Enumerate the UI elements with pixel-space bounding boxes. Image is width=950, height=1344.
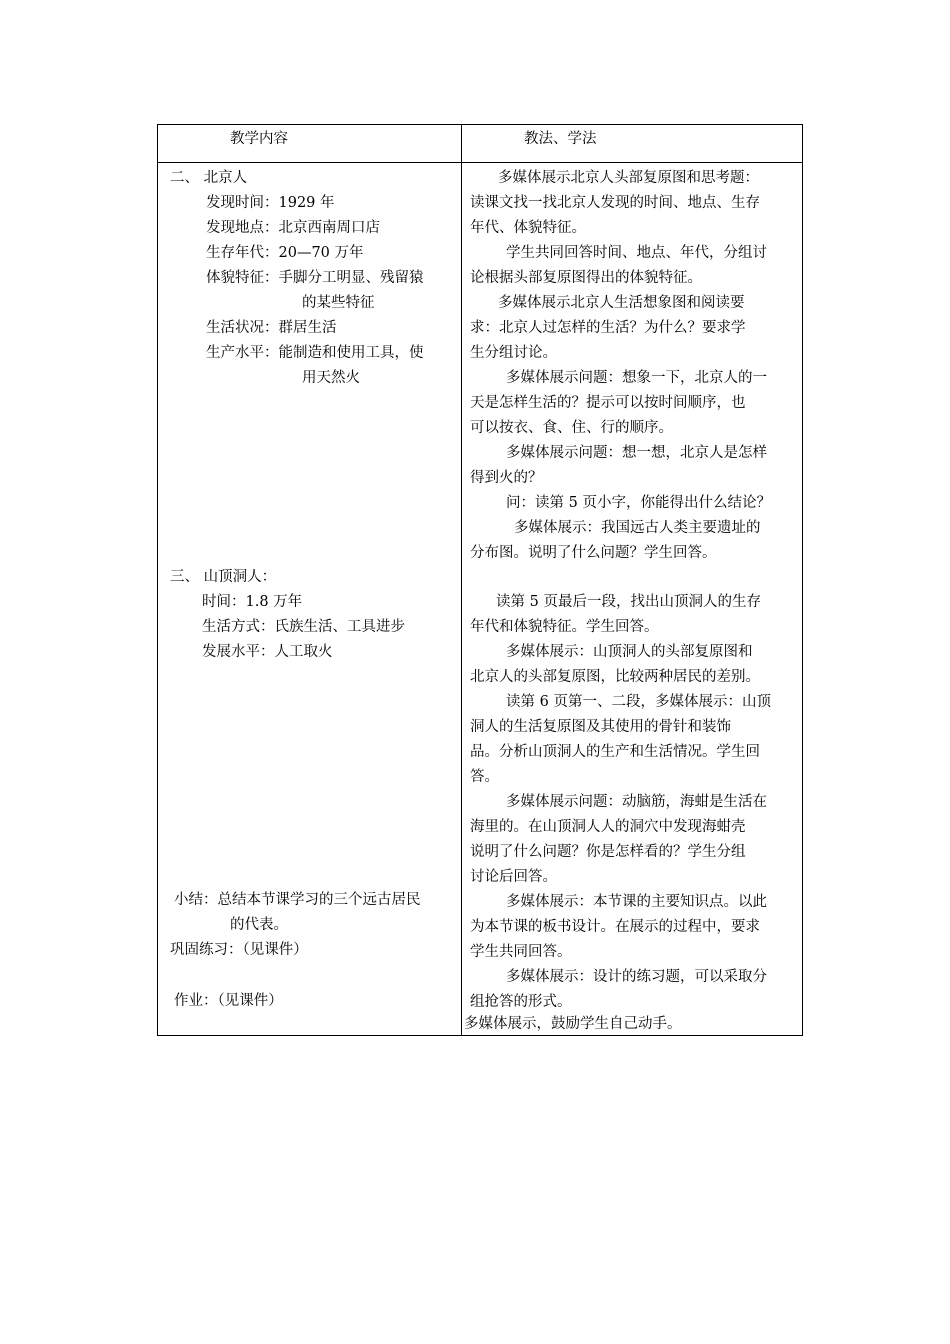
method-line: 年代和体貌特征。学生回答。 <box>470 619 659 635</box>
method-line: 多媒体展示：本节课的主要知识点。以此 <box>506 894 767 910</box>
content-line: 生活方式：氏族生活、工具进步 <box>202 619 405 635</box>
method-line: 求：北京人过怎样的生活？为什么？要求学 <box>470 320 746 336</box>
header-teaching-content: 教学内容 <box>230 131 288 147</box>
method-line: 天是怎样生活的？提示可以按时间顺序，也 <box>470 395 746 411</box>
method-line: 多媒体展示：山顶洞人的头部复原图和 <box>506 644 753 660</box>
content-line: 巩固练习：（见课件） <box>170 942 308 958</box>
method-line: 多媒体展示问题：想一想，北京人是怎样 <box>506 445 767 461</box>
method-line: 讨论后回答。 <box>470 869 557 885</box>
method-line: 海里的。在山顶洞人人的洞穴中发现海蚶壳 <box>470 819 746 835</box>
method-line: 品。分析山顶洞人的生产和生活情况。学生回 <box>470 744 760 760</box>
content-line: 发现时间：1929 年 <box>206 195 335 211</box>
method-line: 生分组讨论。 <box>470 345 557 361</box>
method-line: 多媒体展示：我国远古人类主要遗址的 <box>514 520 761 536</box>
method-line: 分布图。说明了什么问题？学生回答。 <box>470 545 717 561</box>
content-line: 发展水平：人工取火 <box>202 644 333 660</box>
content-line: 生产水平：能制造和使用工具，使 <box>206 345 424 361</box>
method-line: 多媒体展示，鼓励学生自己动手。 <box>464 1016 682 1032</box>
method-line: 多媒体展示北京人生活想象图和阅读要 <box>498 295 745 311</box>
method-line: 问：读第 5 页小字，你能得出什么结论？ <box>506 495 771 511</box>
content-line: 作业：（见课件） <box>174 993 283 1009</box>
header-methods: 教法、学法 <box>524 131 597 147</box>
column-divider <box>461 125 462 1035</box>
method-line: 学生共同回答。 <box>470 944 572 960</box>
lesson-plan-table <box>157 124 803 1036</box>
method-line: 答。 <box>470 769 499 785</box>
content-line: 生活状况：群居生活 <box>206 320 337 336</box>
method-line: 年代、体貌特征。 <box>470 220 586 236</box>
content-line: 小结：总结本节课学习的三个远古居民 <box>174 892 421 908</box>
method-line: 多媒体展示：设计的练习题，可以采取分 <box>506 969 767 985</box>
content-line: 生存年代：20—70 万年 <box>206 245 364 261</box>
method-line: 读第 6 页第一、二段，多媒体展示：山顶 <box>506 694 771 710</box>
method-line: 洞人的生活复原图及其使用的骨针和装饰 <box>470 719 731 735</box>
content-line: 二、 北京人 <box>170 170 248 186</box>
method-line: 学生共同回答时间、地点、年代，分组讨 <box>506 245 767 261</box>
method-line: 读第 5 页最后一段，找出山顶洞人的生存 <box>496 594 761 610</box>
method-line: 论根据头部复原图得出的体貌特征。 <box>470 270 702 286</box>
method-line: 为本节课的板书设计。在展示的过程中，要求 <box>470 919 760 935</box>
method-line: 多媒体展示问题：动脑筋，海蚶是生活在 <box>506 794 767 810</box>
content-line: 的某些特征 <box>302 295 375 311</box>
method-line: 可以按衣、食、住、行的顺序。 <box>470 420 673 436</box>
content-line: 发现地点：北京西南周口店 <box>206 220 380 236</box>
content-line: 体貌特征：手脚分工明显、残留猿 <box>206 270 424 286</box>
method-line: 多媒体展示问题：想象一下，北京人的一 <box>506 370 767 386</box>
method-line: 组抢答的形式。 <box>470 994 572 1010</box>
method-line: 说明了什么问题？你是怎样看的？学生分组 <box>470 844 746 860</box>
method-line: 得到火的？ <box>470 470 543 486</box>
method-line: 多媒体展示北京人头部复原图和思考题： <box>498 170 759 186</box>
content-line: 的代表。 <box>230 917 288 933</box>
method-line: 北京人的头部复原图，比较两种居民的差别。 <box>470 669 760 685</box>
content-line: 时间：1.8 万年 <box>202 594 303 610</box>
content-line: 三、 山顶洞人： <box>170 569 277 585</box>
method-line: 读课文找一找北京人发现的时间、地点、生存 <box>470 195 760 211</box>
header-divider <box>158 162 802 163</box>
content-line: 用天然火 <box>302 370 360 386</box>
